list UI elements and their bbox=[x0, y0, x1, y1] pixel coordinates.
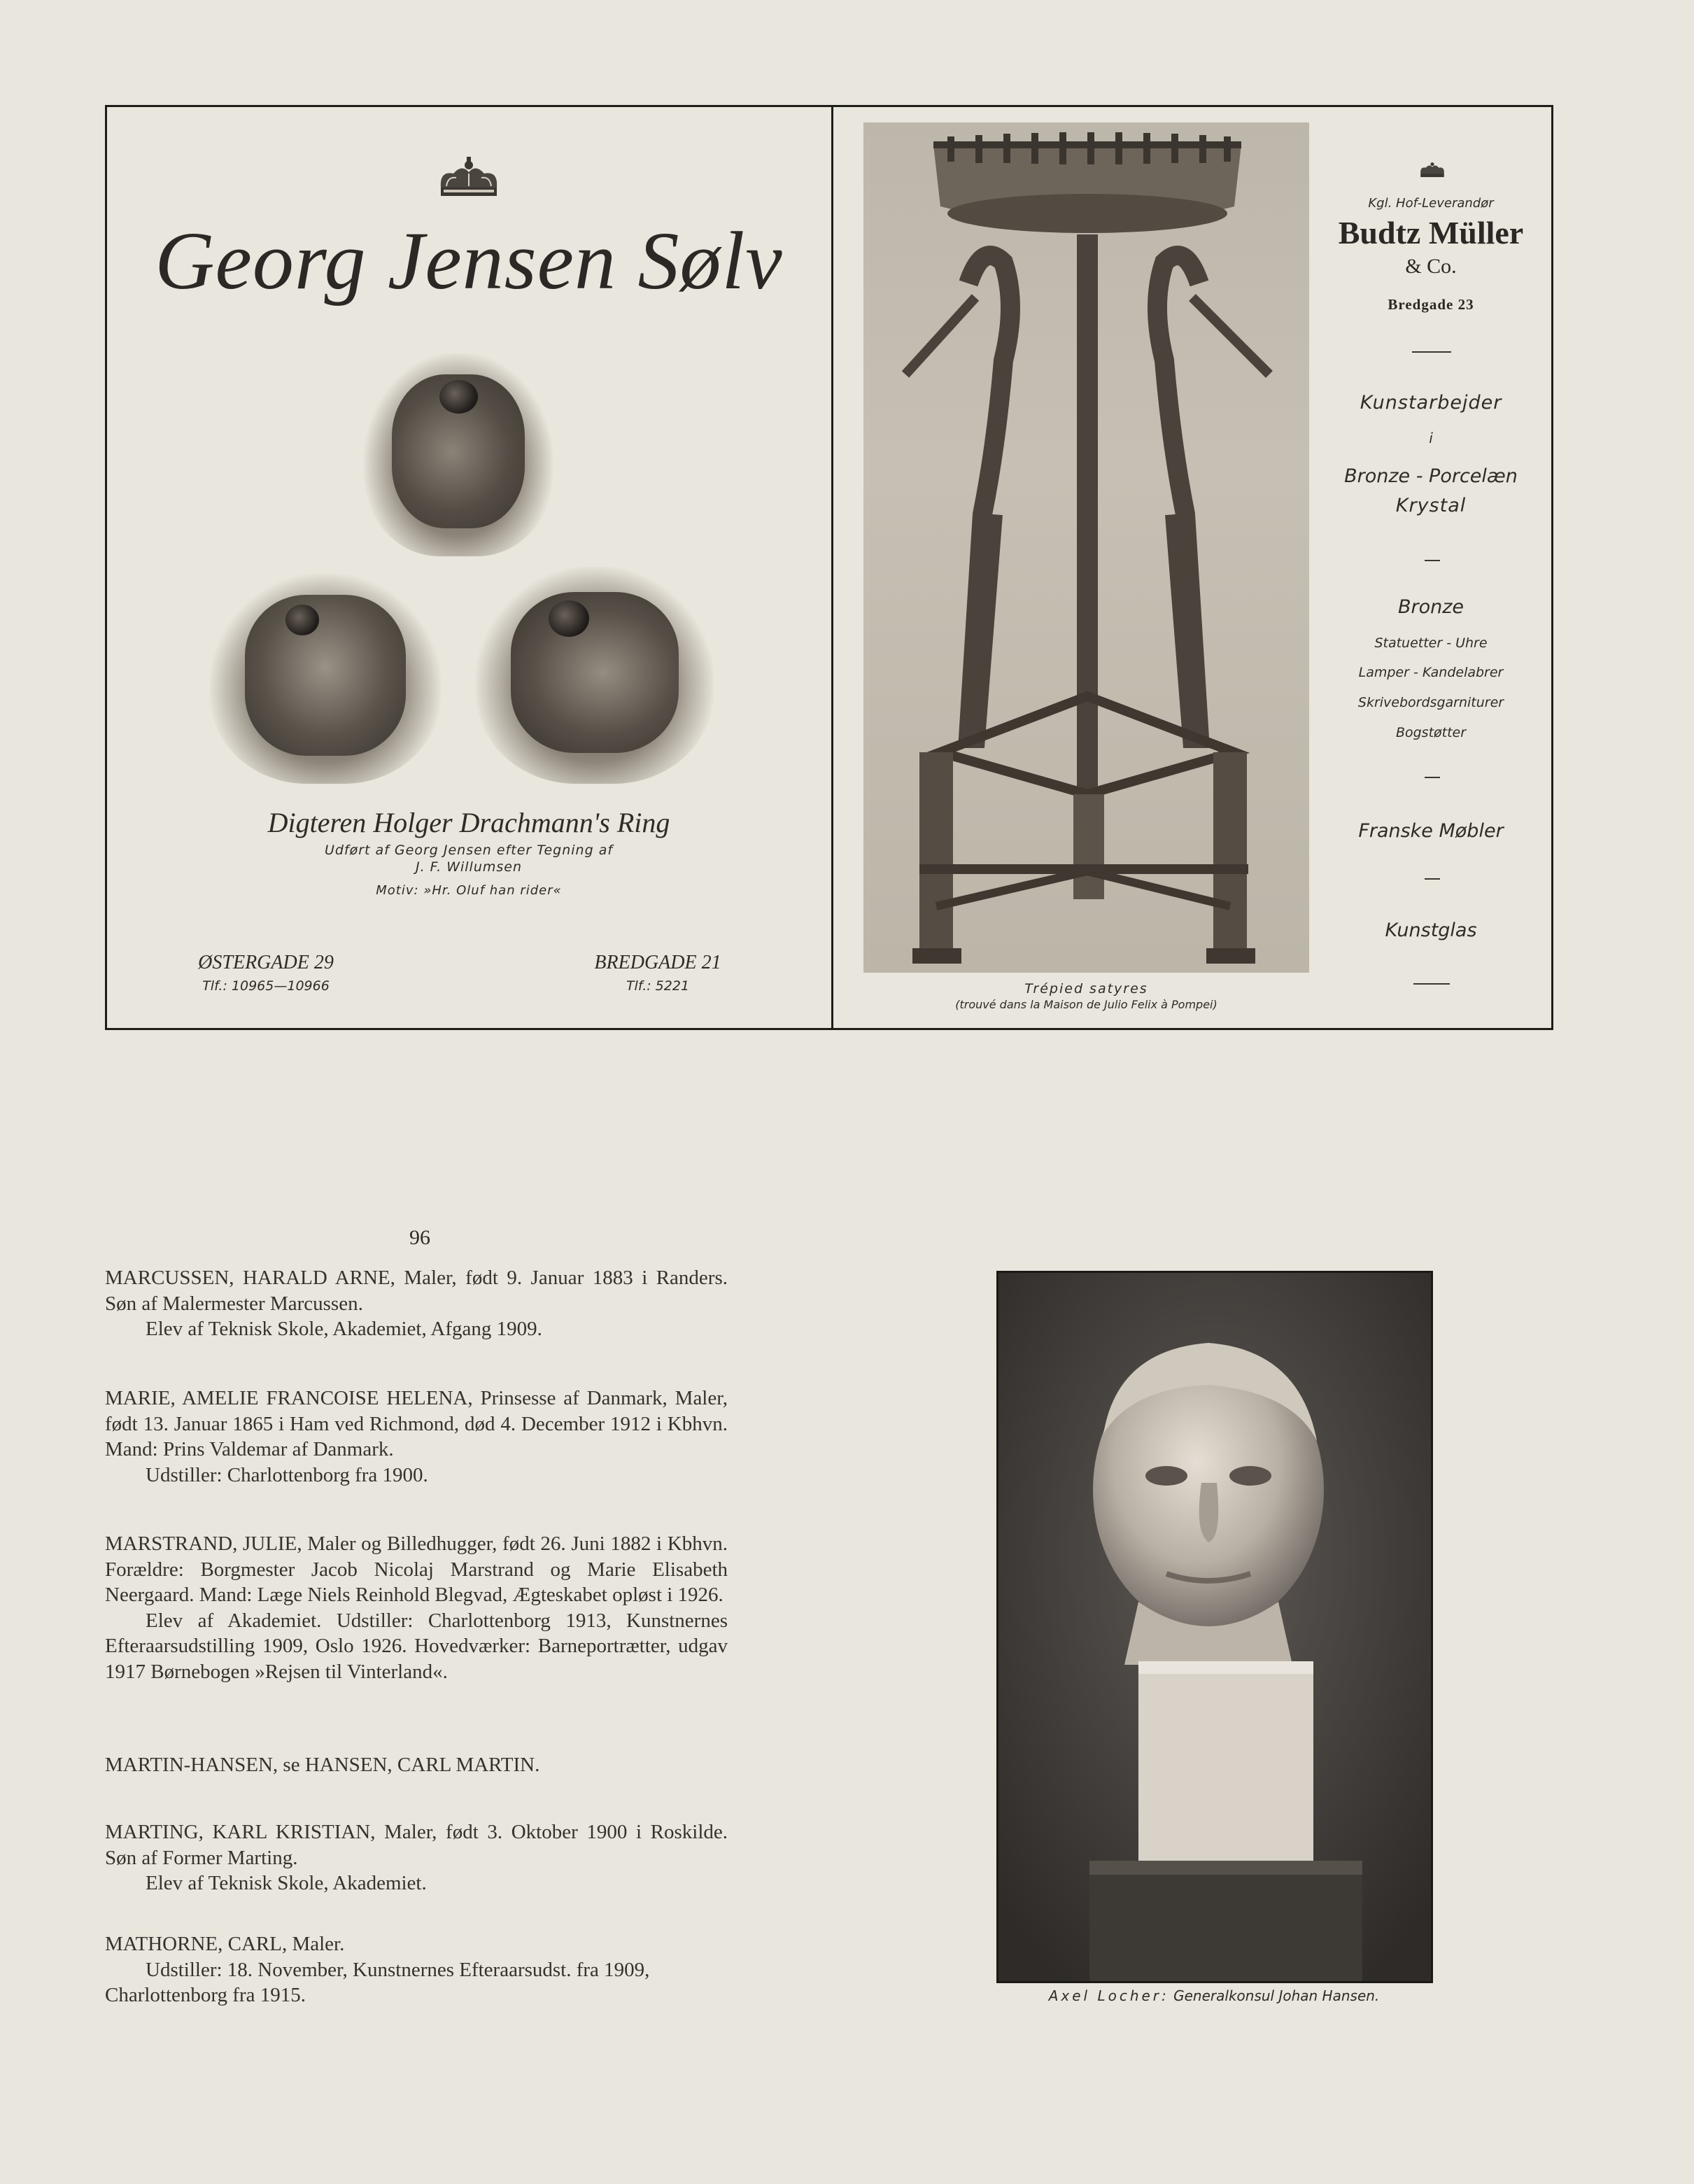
entry-marcussen bbox=[105, 1265, 728, 1342]
entry-text: Udstiller: 18. November, Kunstnernes Efteraarsudst. fra 1909, Charlottenborg fra 1915. bbox=[105, 1958, 650, 2006]
ring-photo-left bbox=[210, 574, 441, 784]
tripod-photo bbox=[863, 122, 1309, 973]
entry-text: MATHORNE, CARL, Maler. bbox=[105, 1933, 345, 1955]
entry-text: Elev af Akademiet. Udstiller: Charlottenborg 1913, Kunstnernes Efteraarsudstilling 1909, Oslo 1926. Hovedværker: Barneportrætter, udgav 1917 Børnebogen »Rejsen til Vinterland«. bbox=[105, 1609, 728, 1683]
entry-text: MARTIN-HANSEN, se HANSEN, CARL MARTIN. bbox=[105, 1754, 540, 1776]
bust-illustration bbox=[998, 1273, 1431, 1981]
entry-text: MARSTRAND, JULIE, Maler og Billedhugger, født 26. Juni 1882 i Kbhvn. Forældre: Borgmester Jacob Nicolaj Marstrand og Marie Elisabeth Neergaard. Mand: Læge Niels Reinhold Blegvad, Ægteskabet opløst i 1926. bbox=[105, 1533, 728, 1606]
divider-line bbox=[1425, 878, 1440, 880]
bust-photo bbox=[996, 1271, 1433, 1983]
materials-line2: Krystal bbox=[1395, 495, 1467, 516]
entry-text: MARIE, AMELIE FRANCOISE HELENA, Prinsesse af Danmark, Maler, født 13. Januar 1865 i Ham ved Richmond, død 4. December 1912 i Kbhvn. Mand: Prins Valdemar af Danmark. bbox=[105, 1387, 728, 1460]
bust-caption-title: Generalkonsul Johan Hansen. bbox=[1173, 1987, 1380, 2004]
ring-motif: Motiv: »Hr. Oluf han rider« bbox=[376, 883, 562, 898]
divider-line bbox=[1413, 983, 1450, 985]
entry-text: MARCUSSEN, HARALD ARNE, Maler, født 9. Januar 1883 i Randers. Søn af Malermester Marcussen. bbox=[105, 1267, 728, 1315]
furniture-label: Franske Møbler bbox=[1358, 820, 1504, 842]
tripod-illustration bbox=[863, 122, 1309, 973]
tripod-caption-line1: Trépied satyres bbox=[1024, 981, 1148, 996]
entry-mathorne bbox=[105, 1931, 728, 2008]
divider-line bbox=[1425, 777, 1440, 778]
ring-made-by-line2: J. F. Willumsen bbox=[415, 859, 523, 875]
company-address: Bredgade 23 bbox=[1388, 296, 1474, 313]
company-name: Budtz Müller bbox=[1338, 215, 1524, 251]
entry-text: MARTING, KARL KRISTIAN, Maler, født 3. Oktober 1900 i Roskilde. Søn af Former Marting. bbox=[105, 1821, 728, 1869]
bronze-item: Statuetter - Uhre bbox=[1374, 635, 1488, 651]
entry-text: Elev af Teknisk Skole, Akademiet. bbox=[146, 1872, 427, 1894]
bronze-item: Lamper - Kandelabrer bbox=[1358, 665, 1504, 680]
company-suffix: & Co. bbox=[1405, 255, 1457, 278]
supplier-label: Kgl. Hof-Leverandør bbox=[1368, 196, 1494, 211]
ring-caption: Digteren Holger Drachmann's Ring bbox=[267, 807, 670, 838]
georg-jensen-title: Georg Jensen Sølv bbox=[155, 215, 783, 307]
page-number: 96 bbox=[409, 1226, 430, 1249]
entry-marstrand bbox=[105, 1531, 728, 1684]
glass-label: Kunstglas bbox=[1385, 920, 1477, 941]
advertisement-divider bbox=[831, 106, 833, 1029]
divider-line bbox=[1425, 560, 1440, 561]
ring-photo-top bbox=[364, 353, 553, 556]
entry-martin-hansen bbox=[105, 1752, 728, 1778]
divider-line bbox=[1412, 351, 1451, 353]
phone-bredgade: Tlf.: 5221 bbox=[626, 978, 690, 994]
entry-text: Udstiller: Charlottenborg fra 1900. bbox=[146, 1463, 428, 1486]
entry-marting bbox=[105, 1819, 728, 1896]
bronze-item: Bogstøtter bbox=[1395, 725, 1467, 740]
address-ostergade: ØSTERGADE 29 bbox=[198, 952, 334, 973]
entry-text: Elev af Teknisk Skole, Akademiet, Afgang 1909. bbox=[146, 1318, 542, 1340]
tripod-caption-line2: (trouvé dans la Maison de Julio Felix à Pompei) bbox=[955, 998, 1217, 1011]
bust-caption-artist: Axel Locher: bbox=[1048, 1987, 1169, 2004]
crown-icon bbox=[1418, 160, 1447, 181]
materials-line1: Bronze - Porcelæn bbox=[1344, 465, 1518, 487]
ring-photo-right bbox=[476, 567, 714, 784]
bronze-item: Skrivebordsgarniturer bbox=[1357, 695, 1504, 710]
ring-made-by-line1: Udført af Georg Jensen efter Tegning af bbox=[324, 843, 614, 858]
bust-caption bbox=[987, 1987, 1441, 2004]
bronze-heading: Bronze bbox=[1397, 596, 1464, 618]
address-bredgade: BREDGADE 21 bbox=[594, 952, 721, 973]
crown-icon bbox=[434, 155, 504, 203]
trade-in: i bbox=[1429, 430, 1433, 446]
entry-marie bbox=[105, 1386, 728, 1488]
trade-label: Kunstarbejder bbox=[1360, 392, 1502, 414]
phone-ostergade: Tlf.: 10965—10966 bbox=[202, 978, 330, 994]
